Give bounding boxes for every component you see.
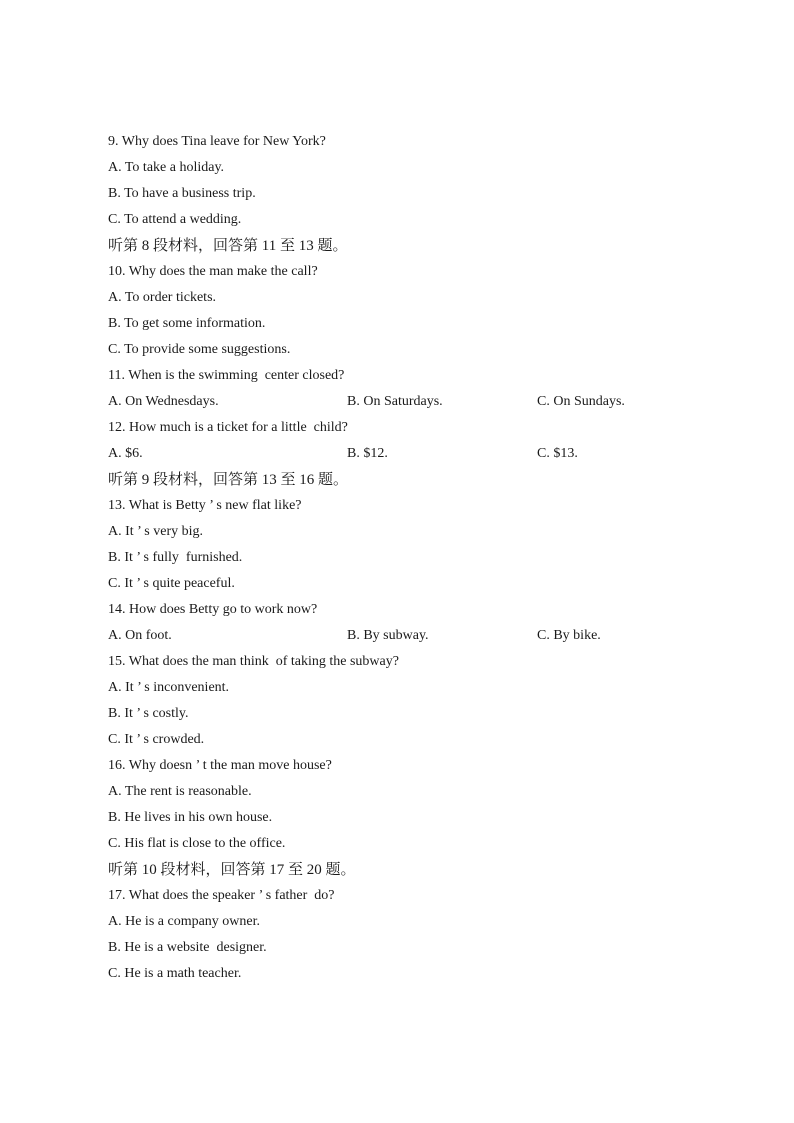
option-text: B. It ’ s costly. <box>108 706 189 721</box>
question-text: 17. What does the speaker ’ s father do? <box>108 888 335 903</box>
option-text: B. To get some information. <box>108 316 266 331</box>
option-text: A. He is a company owner. <box>108 914 261 929</box>
option-text: B. On Saturdays. <box>347 394 443 409</box>
section-instruction: 听第 9 段材料，回答第 13 至 16 题。 <box>108 472 349 488</box>
option-text: C. $13. <box>537 446 578 461</box>
option-text: C. It ’ s quite peaceful. <box>108 576 235 591</box>
option-text: C. His flat is close to the office. <box>108 836 286 851</box>
option-text: C. To attend a wedding. <box>108 212 242 227</box>
question-text: 9. Why does Tina leave for New York? <box>108 134 326 149</box>
option-text: B. To have a business trip. <box>108 186 256 201</box>
option-text: A. The rent is reasonable. <box>108 784 252 799</box>
option-row <box>108 389 708 415</box>
question-text: 11. When is the swimming center closed? <box>108 368 345 383</box>
option-text: B. $12. <box>347 446 388 461</box>
option-text: A. $6. <box>108 446 143 461</box>
question-text: 13. What is Betty ’ s new flat like? <box>108 498 302 513</box>
option-text: B. By subway. <box>347 628 429 643</box>
option-text: C. He is a math teacher. <box>108 966 242 981</box>
option-text: A. On Wednesdays. <box>108 394 219 409</box>
option-text: A. It ’ s very big. <box>108 524 203 539</box>
option-row <box>108 441 708 467</box>
option-text: C. It ’ s crowded. <box>108 732 205 747</box>
option-text: B. It ’ s fully furnished. <box>108 550 243 565</box>
option-text: C. To provide some suggestions. <box>108 342 291 357</box>
question-text: 15. What does the man think of taking the subway? <box>108 654 399 669</box>
option-text: A. On foot. <box>108 628 172 643</box>
option-text: C. By bike. <box>537 628 601 643</box>
question-text: 10. Why does the man make the call? <box>108 264 318 279</box>
section-instruction: 听第 10 段材料，回答第 17 至 20 题。 <box>108 862 356 878</box>
option-text: B. He is a website designer. <box>108 940 267 955</box>
option-row <box>108 623 708 649</box>
question-text: 14. How does Betty go to work now? <box>108 602 318 617</box>
option-text: A. To take a holiday. <box>108 160 225 175</box>
option-text: C. On Sundays. <box>537 394 625 409</box>
option-text: A. To order tickets. <box>108 290 217 305</box>
option-text: B. He lives in his own house. <box>108 810 273 825</box>
section-instruction: 听第 8 段材料，回答第 11 至 13 题。 <box>108 238 348 254</box>
question-list <box>108 129 708 987</box>
option-text: A. It ’ s inconvenient. <box>108 680 230 695</box>
question-text: 12. How much is a ticket for a little child? <box>108 420 348 435</box>
question-text: 16. Why doesn ’ t the man move house? <box>108 758 332 773</box>
